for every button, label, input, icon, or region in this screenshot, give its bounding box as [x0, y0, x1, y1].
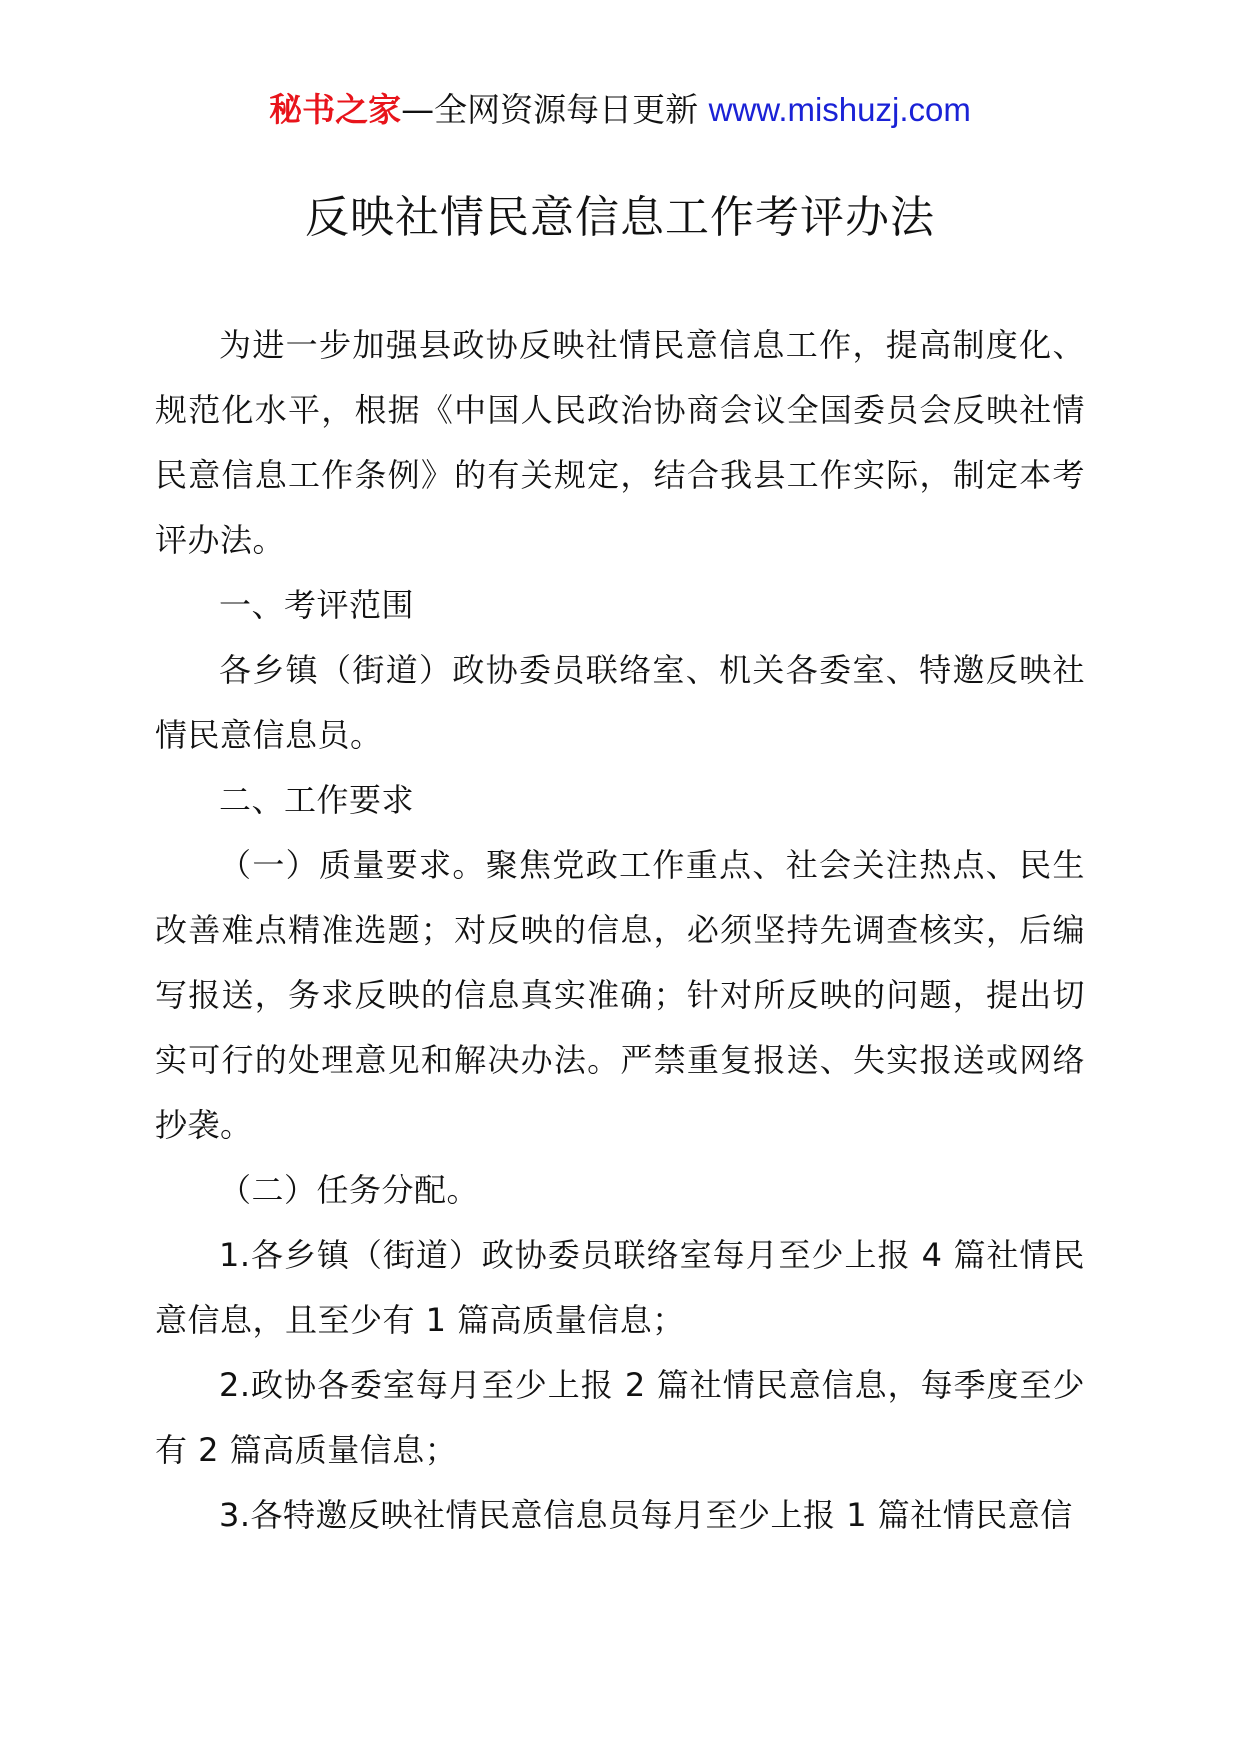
task-item-2: 2.政协各委室每月至少上报 2 篇社情民意信息，每季度至少有 2 篇高质量信息； — [155, 1366, 1085, 1469]
site-banner — [0, 88, 1240, 132]
document-body — [155, 313, 1085, 1548]
intro-paragraph: 为进一步加强县政协反映社情民意信息工作，提高制度化、规范化水平，根据《中国人民政治协商会议全国委员会反映社情民意信息工作条例》的有关规定，结合我县工作实际，制定本考评办法。 — [155, 326, 1085, 559]
banner-website-link[interactable]: www.mishuzj.com — [708, 91, 971, 128]
banner-slogan: —全网资源每日更新 — [401, 90, 699, 129]
scope-paragraph: 各乡镇（街道）政协委员联络室、机关各委室、特邀反映社情民意信息员。 — [155, 651, 1085, 754]
quality-requirement-paragraph: （一）质量要求。聚焦党政工作重点、社会关注热点、民生改善难点精准选题；对反映的信息，必须坚持先调查核实，后编写报送，务求反映的信息真实准确；针对所反映的问题，提出切实可行的处理意见和解决办法。严禁重复报送、失实报送或网络抄袭。 — [155, 846, 1085, 1144]
subsection-heading-task-allocation: （二）任务分配。 — [219, 1171, 480, 1209]
task-item-3: 3.各特邀反映社情民意信息员每月至少上报 1 篇社情民意信 — [219, 1496, 1073, 1534]
banner-brand: 秘书之家 — [269, 90, 402, 129]
document-title: 反映社情民意信息工作考评办法 — [305, 192, 935, 243]
section-heading-scope: 一、考评范围 — [219, 586, 415, 624]
task-item-1: 1.各乡镇（街道）政协委员联络室每月至少上报 4 篇社情民意信息，且至少有 1 篇高质量信息； — [155, 1236, 1085, 1339]
section-heading-requirements: 二、工作要求 — [219, 781, 415, 819]
